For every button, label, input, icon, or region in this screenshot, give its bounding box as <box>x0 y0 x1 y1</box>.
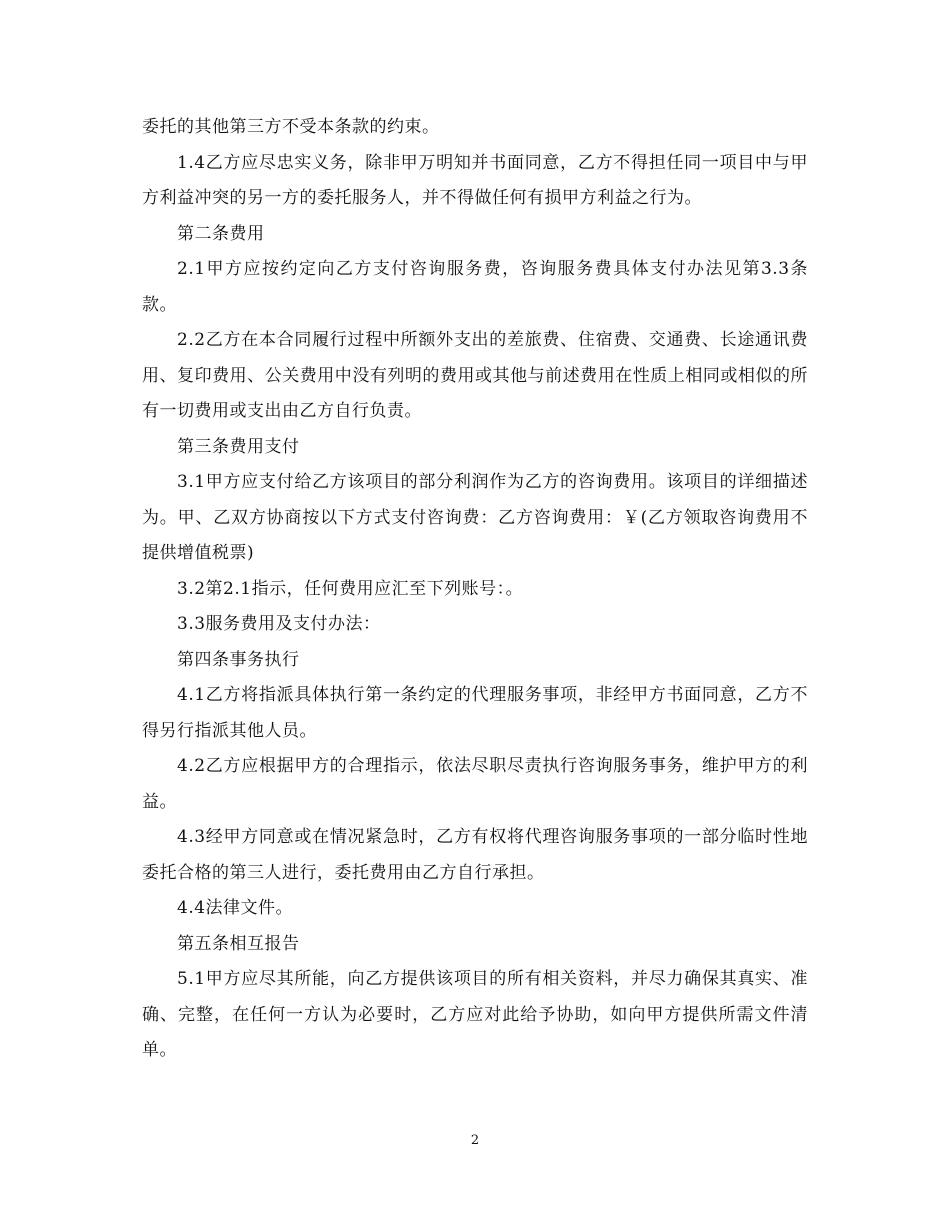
paragraph: 4.4法律文件。 <box>177 898 294 918</box>
paragraph: 5.1甲方应尽其所能，向乙方提供该项目的所有相关资料，并尽力确保其真实、准确、完整，在任何一方认为必要时，乙方应对此给予协助，如向甲方提供所需文件清单。 <box>142 969 808 1060</box>
paragraph: 1.4乙方应尽忠实义务，除非甲万明知并书面同意，乙方不得担任同一项目中与甲方利益冲突的另一方的委托服务人，并不得做任何有损甲方利益之行为。 <box>142 152 808 208</box>
section-heading: 第二条费用 <box>177 223 265 244</box>
paragraph: 3.3服务费用及支付办法： <box>177 614 381 634</box>
section-heading: 第三条费用支付 <box>177 436 300 457</box>
section-heading: 第五条相互报告 <box>177 933 300 954</box>
paragraph: 委托的其他第三方不受本条款的约束。 <box>142 117 440 137</box>
paragraph: 3.1甲方应支付给乙方该项目的部分利润作为乙方的咨询费用。该项目的详细描述为。甲、乙双方协商按以下方式支付咨询费：乙方咨询费用：￥(乙方领取咨询费用不提供增值税票) <box>142 472 808 563</box>
section-heading: 第四条事务执行 <box>177 649 300 670</box>
paragraph: 2.1甲方应按约定向乙方支付咨询服务费，咨询服务费具体支付办法见第3.3条款。 <box>142 259 808 315</box>
document-body <box>142 110 808 1069</box>
page-number: 2 <box>470 1133 480 1148</box>
paragraph: 4.1乙方将指派具体执行第一条约定的代理服务事项，非经甲方书面同意，乙方不得另行指派其他人员。 <box>142 685 808 741</box>
paragraph: 3.2第2.1指示，任何费用应汇至下列账号：。 <box>177 578 524 599</box>
paragraph: 4.2乙方应根据甲方的合理指示，依法尽职尽责执行咨询服务事务，维护甲方的利益。 <box>142 756 808 812</box>
paragraph: 4.3经甲方同意或在情况紧急时，乙方有权将代理咨询服务事项的一部分临时性地委托合格的第三人进行，委托费用由乙方自行承担。 <box>142 827 808 883</box>
paragraph: 2.2乙方在本合同履行过程中所额外支出的差旅费、住宿费、交通费、长途通讯费用、复印费用、公关费用中没有列明的费用或其他与前述费用在性质上相同或相似的所有一切费用或支出由乙方自行负责。 <box>142 330 808 421</box>
